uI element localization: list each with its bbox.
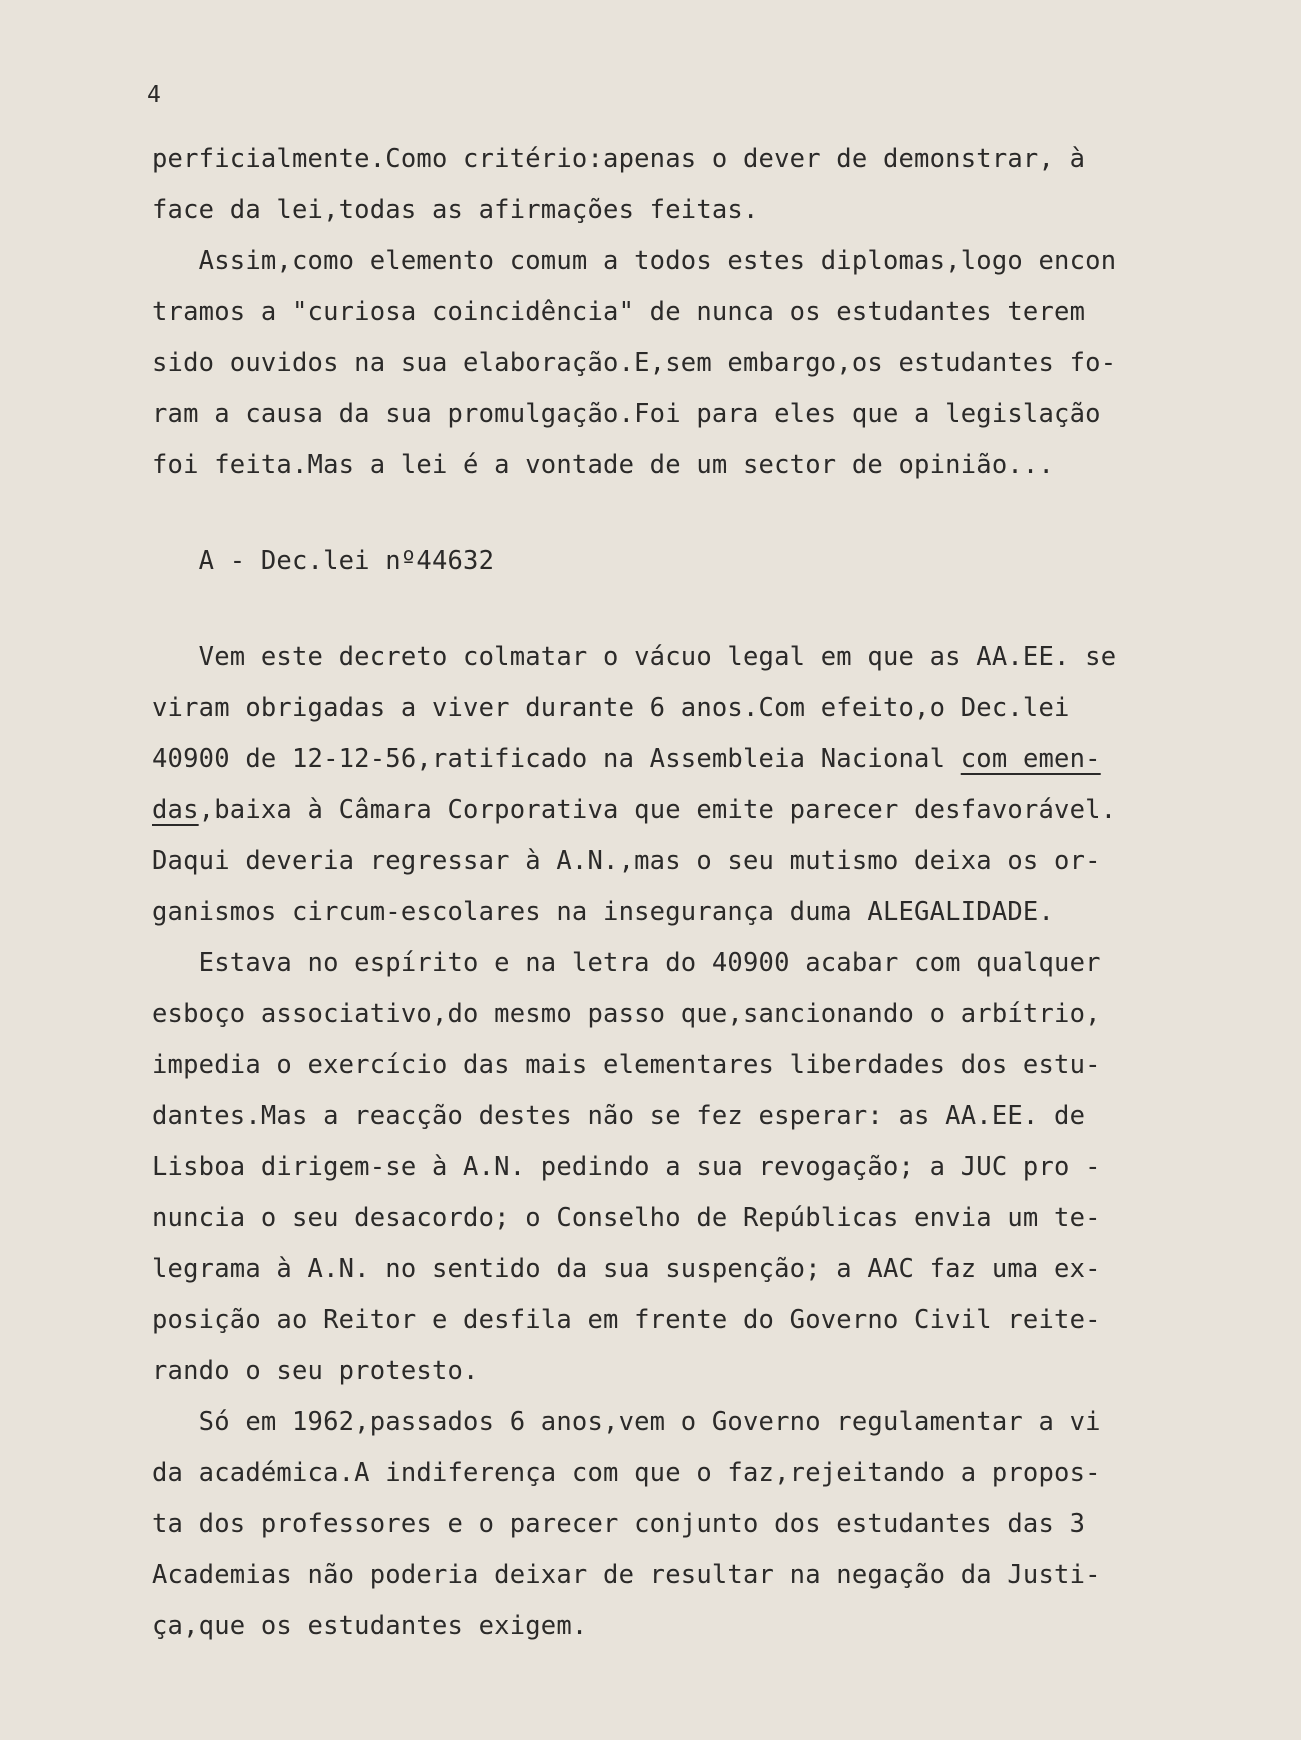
text-line: face da lei,todas as afirmações feitas. — [152, 195, 759, 225]
text-segment: ,baixa à Câmara Corporativa que emite parecer desfavorável. — [198, 795, 1117, 825]
text-line: ganismos circum-escolares na insegurança duma ALEGALIDADE. — [152, 897, 1055, 927]
text-line: posição ao Reitor e desfila em frente do Governo Civil reite- — [152, 1305, 1101, 1335]
text-line: Vem este decreto colmatar o vácuo legal em que as AA.EE. se — [152, 642, 1117, 672]
text-line: Lisboa dirigem-se à A.N. pedindo a sua revogação; a JUC pro - — [152, 1152, 1101, 1182]
text-line: da académica.A indiferença com que o faz,rejeitando a propos- — [152, 1458, 1101, 1488]
text-line: Só em 1962,passados 6 anos,vem o Governo regulamentar a vi — [152, 1407, 1101, 1437]
text-line: nuncia o seu desacordo; o Conselho de Repúblicas envia um te- — [152, 1203, 1101, 1233]
spacer — [152, 491, 1192, 536]
text-segment: 40900 de 12-12-56,ratificado na Assembleia Nacional — [152, 744, 961, 774]
text-line: legrama à A.N. no sentido da sua suspenção; a AAC faz uma ex- — [152, 1254, 1101, 1284]
text-line: ram a causa da sua promulgação.Foi para eles que a legislação — [152, 399, 1101, 429]
text-line: impedia o exercício das mais elementares liberdades dos estu- — [152, 1050, 1101, 1080]
text-line — [152, 785, 1192, 836]
text-line: perficialmente.Como critério:apenas o dever de demonstrar, à — [152, 144, 1086, 174]
underlined-text: das — [152, 795, 199, 825]
text-line: ta dos professores e o parecer conjunto dos estudantes das 3 — [152, 1509, 1086, 1539]
text-line: rando o seu protesto. — [152, 1356, 479, 1386]
text-line — [152, 734, 1192, 785]
text-line: dantes.Mas a reacção destes não se fez esperar: as AA.EE. de — [152, 1101, 1086, 1131]
text-line: tramos a "curiosa coincidência" de nunca os estudantes terem — [152, 297, 1086, 327]
spacer — [152, 587, 1192, 632]
text-line: viram obrigadas a viver durante 6 anos.Com efeito,o Dec.lei — [152, 693, 1070, 723]
text-line: Academias não poderia deixar de resultar na negação da Justi- — [152, 1560, 1101, 1590]
underlined-text: com emen- — [960, 744, 1101, 774]
text-line: Estava no espírito e na letra do 40900 acabar com qualquer — [152, 948, 1101, 978]
text-line: esboço associativo,do mesmo passo que,sancionando o arbítrio, — [152, 999, 1101, 1029]
text-line: Daqui deveria regressar à A.N.,mas o seu mutismo deixa os or- — [152, 846, 1101, 876]
text-line: sido ouvidos na sua elaboração.E,sem embargo,os estudantes fo- — [152, 348, 1117, 378]
text-line: foi feita.Mas a lei é a vontade de um sector de opinião... — [152, 450, 1055, 480]
body-text — [152, 134, 1192, 1652]
text-line: Assim,como elemento comum a todos estes diplomas,logo encon — [152, 246, 1117, 276]
section-heading: A - Dec.lei nº44632 — [152, 546, 495, 576]
page-number: 4 — [147, 82, 161, 108]
text-line: ça,que os estudantes exigem. — [152, 1611, 588, 1641]
